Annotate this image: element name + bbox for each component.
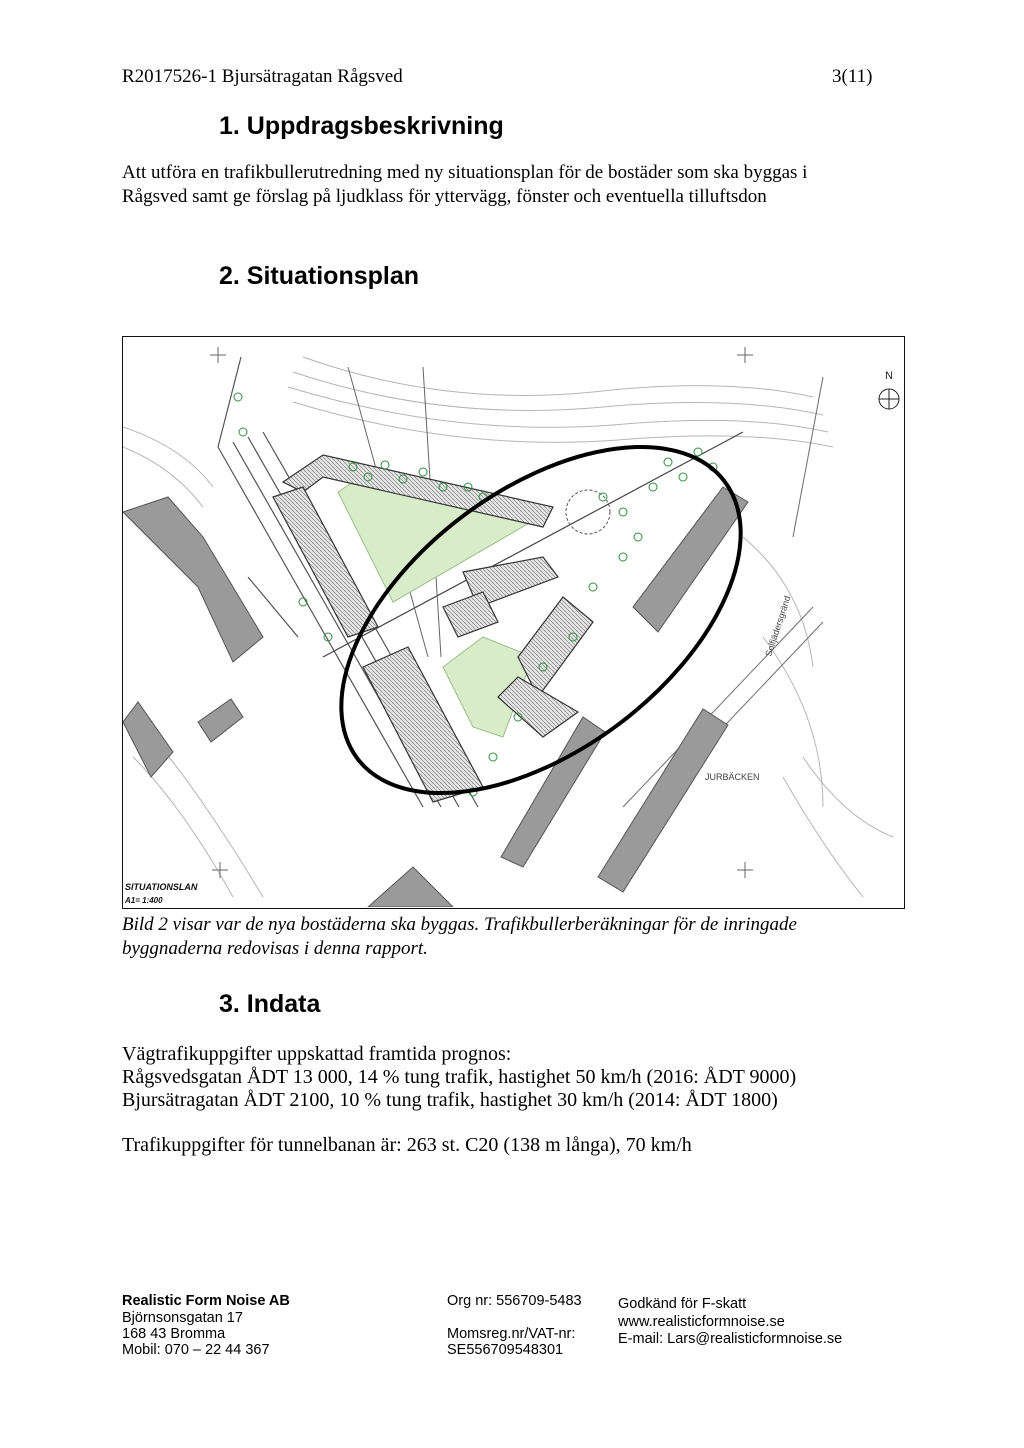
north-label: N [885,370,893,382]
footer-vat-label: Momsreg.nr/VAT-nr: [447,1326,576,1342]
indata-line: Trafikuppgifter för tunnelbanan är: 263 st. C20 (138 m långa), 70 km/h [122,1134,692,1156]
footer-company: Realistic Form Noise AB [122,1293,290,1309]
street-label: Solfjädersgränd [763,594,793,658]
site-plan-figure [122,336,905,909]
area-label: JURBÄCKEN [705,772,760,782]
section-heading-indata: 3. Indata [219,990,321,1018]
footer-mobile: Mobil: 070 – 22 44 367 [122,1342,270,1358]
figure-caption: Bild 2 visar var de nya bostäderna ska byggas. Trafikbullerberäkningar för de inringade [122,914,797,935]
north-arrow-icon [879,389,899,409]
footer-website: www.realisticformnoise.se [618,1314,785,1330]
footer-fskatt: Godkänd för F-skatt [618,1296,747,1312]
section-heading-situationsplan: 2. Situationsplan [219,262,420,290]
section-heading-uppdragsbeskrivning: 1. Uppdragsbeskrivning [219,112,504,140]
footer-city: 168 43 Bromma [122,1326,226,1342]
footer-org-number: Org nr: 556709-5483 [447,1293,582,1309]
indata-line: Bjursätragatan ÅDT 2100, 10 % tung trafik, hastighet 30 km/h (2014: ÅDT 1800) [122,1089,778,1111]
page-number: 3(11) [832,66,873,87]
plan-scale-label: A1= 1:400 [125,896,163,905]
roundabout [566,490,610,534]
indata-line: Vägtrafikuppgifter uppskattad framtida prognos: [122,1043,512,1065]
indata-line: Rågsvedsgatan ÅDT 13 000, 14 % tung trafik, hastighet 50 km/h (2016: ÅDT 9000) [122,1066,797,1088]
footer-vat-number: SE556709548301 [447,1342,564,1358]
plan-title-label: SITUATIONSLAN [125,882,198,892]
footer-email: E-mail: Lars@realisticformnoise.se [618,1331,843,1347]
paragraph-line: Att utföra en trafikbullerutredning med ny situationsplan för de bostäder som ska byggas i [122,162,808,183]
paragraph-line: Rågsved samt ge förslag på ljudklass för yttervägg, fönster och eventuella tilluftsdon [122,186,767,207]
footer-street: Björnsonsgatan 17 [122,1310,243,1326]
figure-caption: byggnaderna redovisas i denna rapport. [122,938,428,959]
document-title: R2017526-1 Bjursätragatan Rågsved [122,66,403,87]
